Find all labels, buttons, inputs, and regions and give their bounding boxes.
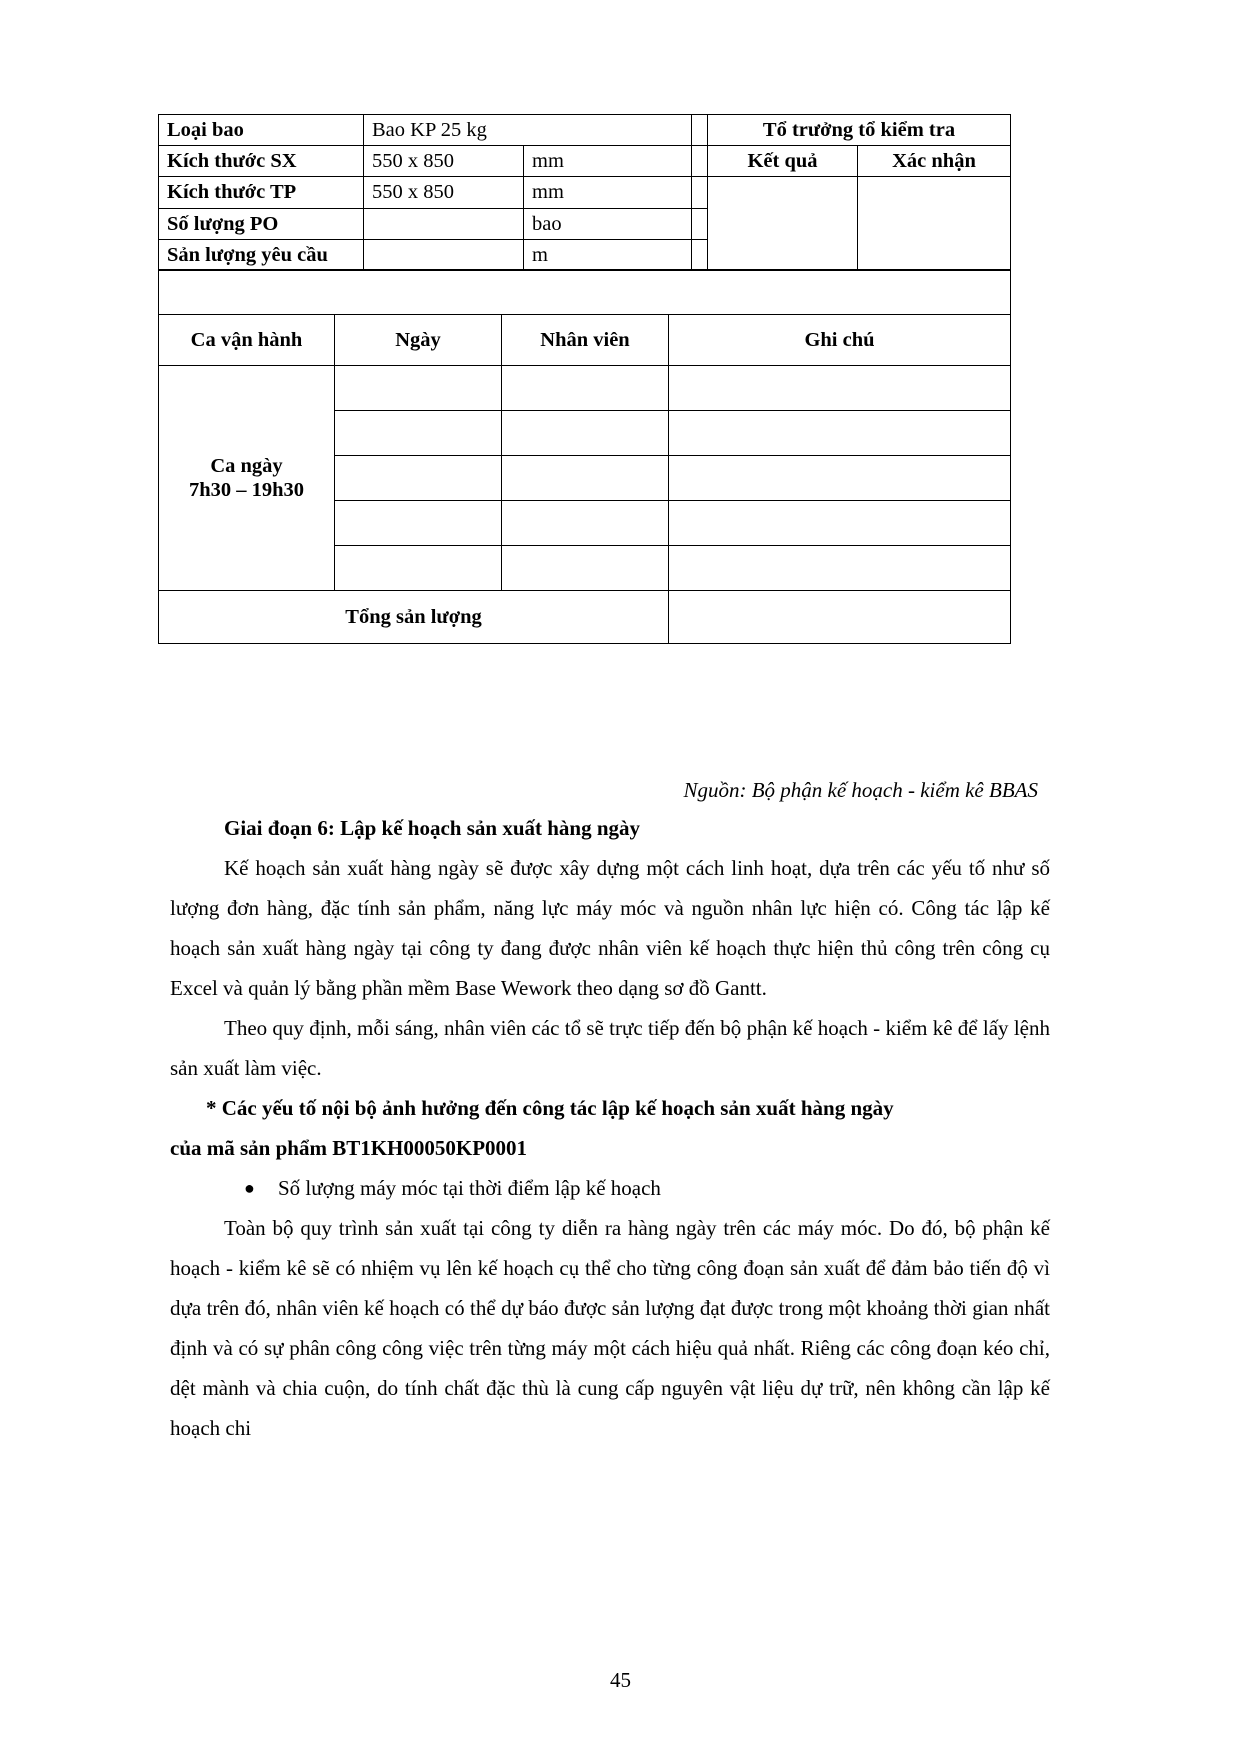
- cell-kich-thuoc-tp-label: Kích thước TP: [159, 177, 364, 208]
- cell-kich-thuoc-tp-value[interactable]: 550 x 850: [364, 177, 524, 208]
- cell-spacer: [159, 270, 1011, 315]
- cell-so-luong-po-value[interactable]: [364, 208, 524, 239]
- column-gap: [692, 115, 708, 146]
- cell-ghi-chu[interactable]: [669, 410, 1011, 455]
- source-caption: Nguồn: Bộ phận kế hoạch - kiểm kê BBAS: [683, 778, 1038, 802]
- cell-ghi-chu[interactable]: [669, 545, 1011, 590]
- cell-total-label: Tổng sản lượng: [159, 590, 669, 643]
- column-gap: [692, 177, 708, 208]
- cell-san-luong-yeu-cau-value[interactable]: [364, 239, 524, 270]
- ops-header-ca-van-hanh: Ca vận hành: [159, 314, 335, 365]
- heading-stage-6: Giai đoạn 6: Lập kế hoạch sản xuất hàng ngày: [224, 816, 641, 840]
- ops-header-ghi-chu: Ghi chú: [669, 314, 1011, 365]
- body-text: [170, 808, 1050, 1448]
- table-row: [159, 146, 1011, 177]
- table-row: [159, 177, 1011, 208]
- bullet-label: Số lượng máy móc tại thời điểm lập kế hoạch: [278, 1176, 661, 1200]
- cell-ghi-chu[interactable]: [669, 500, 1011, 545]
- total-row: [159, 590, 1011, 643]
- column-gap: [692, 208, 708, 239]
- heading-internal-factors-line1: * Các yếu tố nội bộ ảnh hưởng đến công tác lập kế hoạch sản xuất hàng ngày: [206, 1096, 894, 1120]
- cell-ghi-chu[interactable]: [669, 455, 1011, 500]
- paragraph-2: Theo quy định, mỗi sáng, nhân viên các tổ sẽ trực tiếp đến bộ phận kế hoạch - kiểm kê để lấy lệnh sản xuất làm việc.: [170, 1016, 1050, 1080]
- cell-inspector-title: Tổ trưởng tổ kiểm tra: [708, 115, 1011, 146]
- cell-loai-bao-label: Loại bao: [159, 115, 364, 146]
- cell-so-luong-po-label: Số lượng PO: [159, 208, 364, 239]
- cell-loai-bao-value[interactable]: Bao KP 25 kg: [364, 115, 692, 146]
- shift-label-line1: Ca ngày: [210, 454, 283, 477]
- cell-ngay[interactable]: [335, 545, 502, 590]
- cell-nhan-vien[interactable]: [502, 500, 669, 545]
- cell-kich-thuoc-sx-label: Kích thước SX: [159, 146, 364, 177]
- shift-operations-table: [158, 314, 1011, 644]
- spacer-band: [158, 269, 1011, 315]
- cell-ngay[interactable]: [335, 455, 502, 500]
- info-table: [158, 114, 1011, 271]
- cell-ket-qua-value[interactable]: [708, 177, 858, 271]
- cell-total-value[interactable]: [669, 590, 1011, 643]
- cell-ghi-chu[interactable]: [669, 365, 1011, 410]
- cell-so-luong-po-unit: bao: [524, 208, 692, 239]
- ops-header-nhan-vien: Nhân viên: [502, 314, 669, 365]
- paragraph-1: Kế hoạch sản xuất hàng ngày sẽ được xây dựng một cách linh hoạt, dựa trên các yếu tố như số lượng đơn hàng, đặc tính sản phẩm, năng lực máy móc và nguồn nhân lực hiện có. Công tác lập kế hoạch sản xuất hàng ngày tại công ty đang được nhân viên kế hoạch thực hiện thủ công trên công cụ Excel và quản lý bằng phần mềm Base Wework theo dạng sơ đồ Gantt.: [170, 856, 1050, 1000]
- table-row: [159, 365, 1011, 410]
- cell-ket-qua-header: Kết quả: [708, 146, 858, 177]
- cell-nhan-vien[interactable]: [502, 455, 669, 500]
- page-number: 45: [610, 1668, 631, 1692]
- heading-internal-factors-line2: của mã sản phẩm BT1KH00050KP0001: [170, 1136, 528, 1160]
- cell-nhan-vien[interactable]: [502, 545, 669, 590]
- cell-nhan-vien[interactable]: [502, 365, 669, 410]
- cell-kich-thuoc-tp-unit: mm: [524, 177, 692, 208]
- cell-ngay[interactable]: [335, 365, 502, 410]
- cell-nhan-vien[interactable]: [502, 410, 669, 455]
- cell-san-luong-yeu-cau-unit: m: [524, 239, 692, 270]
- cell-xac-nhan-header: Xác nhận: [858, 146, 1011, 177]
- column-gap: [692, 239, 708, 270]
- ops-header-row: [159, 314, 1011, 365]
- cell-kich-thuoc-sx-value[interactable]: 550 x 850: [364, 146, 524, 177]
- table-row: [159, 115, 1011, 146]
- column-gap: [692, 146, 708, 177]
- bullet-icon: ●: [244, 1178, 255, 1198]
- cell-ngay[interactable]: [335, 500, 502, 545]
- cell-ngay[interactable]: [335, 410, 502, 455]
- cell-kich-thuoc-sx-unit: mm: [524, 146, 692, 177]
- production-order-table: [158, 114, 1010, 644]
- bullet-item-machine-count: [170, 1168, 1050, 1208]
- shift-label-line2: 7h30 – 19h30: [188, 478, 305, 501]
- paragraph-3: Toàn bộ quy trình sản xuất tại công ty diễn ra hàng ngày trên các máy móc. Do đó, bộ phận kế hoạch - kiểm kê sẽ có nhiệm vụ lên kế hoạch cụ thể cho từng công đoạn sản xuất để đảm bảo tiến độ vì dựa trên đó, nhân viên kế hoạch có thể dự báo được sản lượng đạt được trong một khoảng thời gian nhất định và có sự phân công công việc trên từng máy một cách hiệu quả nhất. Riêng các công đoạn kéo chỉ, dệt mành và chia cuộn, do tính chất đặc thù là cung cấp nguyên vật liệu dự trữ, nên không cần lập kế hoạch chi: [170, 1216, 1050, 1440]
- table-row: [159, 270, 1011, 315]
- cell-shift-label: [159, 365, 335, 590]
- ops-header-ngay: Ngày: [335, 314, 502, 365]
- cell-xac-nhan-value[interactable]: [858, 177, 1011, 271]
- cell-san-luong-yeu-cau-label: Sản lượng yêu cầu: [159, 239, 364, 270]
